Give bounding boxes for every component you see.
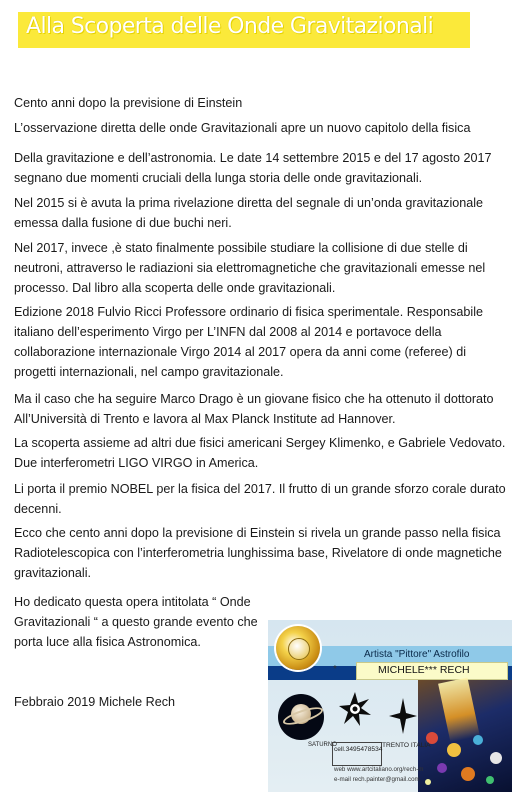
paragraph-intro: Cento anni dopo la previsione di Einstein (14, 96, 243, 110)
paragraph-drago: Ma il caso che ha seguire Marco Drago è un giovane fisico che ha ottenuto il dottorato All’Università di Trento e lavora al Max Planck Institute ad Hannover. (14, 392, 494, 426)
starburst-icon (338, 690, 372, 730)
paragraph-nobel: Li porta il premio NOBEL per la fisica del 2017. Il frutto di un grande sforzo corale durato decenni. (14, 482, 506, 516)
document-title: Alla Scoperta delle Onde Gravitazionali (26, 14, 434, 39)
paragraph-dates: Della gravitazione e dell’astronomia. Le date 14 settembre 2015 e del 17 agosto 2017 segnano due momenti cruciali della lunga storia delle onde gravitazionali. (14, 151, 492, 185)
paragraph-dedication: Ho dedicato questa opera intitolata “ Onde Gravitazionali “ a questo grande evento che porta luce alla fisica Astronomica. (14, 595, 258, 649)
paragraph-discovery: La scoperta assieme ad altri due fisici americani Sergey Klimenko, e Gabriele Vedovato. Due interferometri LIGO VIRGO in America. (14, 436, 506, 470)
contact-phone: cell.3495478534 (334, 746, 383, 753)
card-name: MICHELE*** RECH (378, 664, 470, 676)
paragraph-ricci: Edizione 2018 Fulvio Ricci Professore ordinario di fisica sperimentale. Responsabile italiano dell’esperimento Virgo per L’INFN dal 2008 al 2014 e portavoce della collaborazione internazionale Virgo 2014 al 2017 opera da anni come (referee) di progetti internazionali, nel campo gravitazionale. (14, 305, 484, 379)
business-card (268, 620, 512, 792)
painting-detail (420, 728, 510, 788)
paragraph-radiotelescope: Ecco che cento anni dopo la previsione di Einstein si rivela un grande passo nella fisica Radiotelescopica con l’interferometria lunghissima base, Rivelatore di onde magnetiche gravitazionali. (14, 526, 502, 580)
paragraph-2015: Nel 2015 si è avuta la prima rivelazione diretta del segnale di un’onda gravitazionale emessa dalla fusione di due buchi neri. (14, 196, 484, 230)
paragraph-observation: L’osservazione diretta delle onde Gravitazionali apre un nuovo capitolo della fisica (14, 121, 471, 135)
card-asterisk: * (333, 664, 337, 675)
contact-block (332, 742, 431, 790)
card-title: Artista "Pittore" Astrofilo (364, 649, 470, 660)
contact-email: e-mail rech.painter@gmail.com (334, 776, 420, 783)
saturn-label: SATURNO (308, 742, 337, 748)
paragraph-2017: Nel 2017, invece ,è stato finalmente possibile studiare la collisione di due stelle di neutroni, attraverso le radiazioni sia elettromagnetiche che gravitazionali emesse nel processo. Dal libro alla scoperta delle onde gravitazionali. (14, 241, 486, 295)
four-point-star-icon (388, 696, 418, 736)
signature-date: Febbraio 2019 Michele Rech (14, 695, 176, 709)
contact-website: web www.artcitaliano.org/rech-m (334, 766, 424, 773)
globe-icon (288, 638, 310, 660)
contact-city: TRENTO ITALIA (382, 742, 431, 749)
